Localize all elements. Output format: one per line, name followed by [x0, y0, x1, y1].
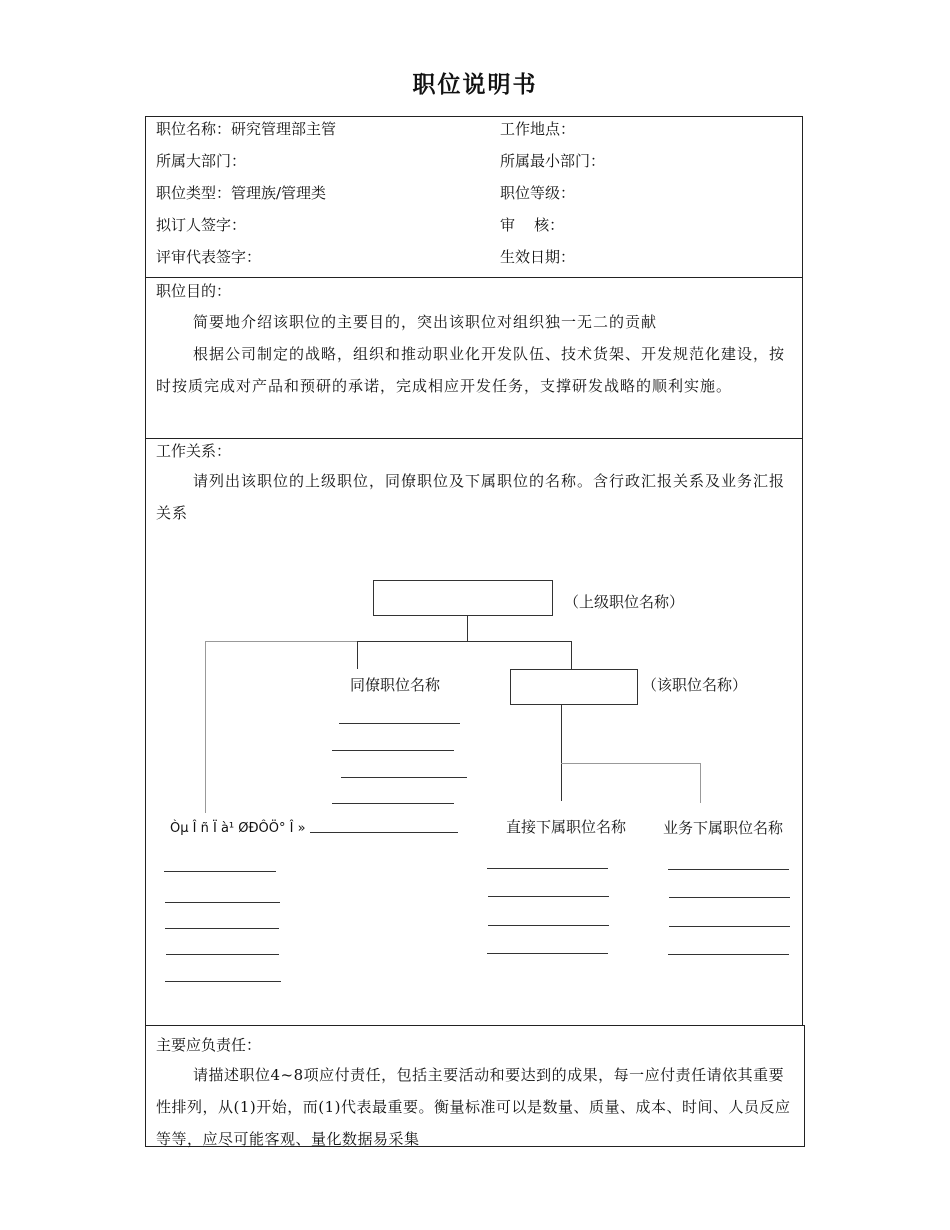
chart-connector: [561, 705, 562, 801]
purpose-hint: 简要地介绍该职位的主要目的，突出该职位对组织独一无二的贡献: [193, 313, 658, 331]
garbled-blank-line: [165, 928, 279, 929]
sub-department-field: 所属最小部门：: [500, 152, 606, 170]
this-position-label: （该职位名称）: [642, 676, 748, 694]
chart-connector: [205, 641, 357, 642]
direct-sub-blank-line: [487, 868, 608, 869]
peer-blank-line: [341, 777, 467, 778]
this-position-box: [510, 669, 638, 705]
responsibilities-body: 请描述职位4~8项应付责任，包括主要活动和要达到的成果，每一应付责任请依其重要性排列，从(1)开始，而(1)代表最重要。衡量标准可以是数量、质量、成本、时间、人员反应等等，应尽可能客观、量化数据易采集: [156, 1066, 791, 1148]
position-type-field: 职位类型：管理族/管理类: [156, 184, 327, 202]
position-name-field: 职位名称：研究管理部主管: [156, 120, 337, 138]
superior-position-box: [373, 580, 553, 616]
garbled-blank-line: [166, 954, 279, 955]
peer-blank-line: [332, 803, 454, 804]
purpose-heading: 职位目的：: [156, 282, 232, 300]
purpose-body: 根据公司制定的战略，组织和推动职业化开发队伍、技术货架、开发规范化建设，按时按质完成对产品和预研的承诺，完成相应开发任务，支撑研发战略的顺利实施。: [156, 345, 786, 395]
relations-hint: 请列出该职位的上级职位，同僚职位及下属职位的名称。含行政汇报关系及业务汇报关系: [156, 472, 786, 522]
peer-blank-line: [339, 723, 460, 724]
direct-sub-blank-line: [488, 896, 609, 897]
chart-connector: [561, 763, 700, 764]
drafter-sign-field: 拟订人签字：: [156, 216, 247, 234]
position-level-field: 职位等级：: [500, 184, 576, 202]
direct-sub-blank-line: [488, 925, 609, 926]
chart-connector: [357, 641, 358, 669]
chart-connector: [357, 641, 571, 642]
peer-blank-line: [310, 832, 458, 833]
chart-connector: [205, 641, 206, 813]
peer-blank-line: [332, 750, 454, 751]
chart-connector: [571, 641, 572, 669]
effective-date-field: 生效日期：: [500, 248, 576, 266]
garbled-label: Òµ Î ñ Ï à¹ ØÐÔÖ° Î »: [170, 821, 306, 836]
garbled-blank-line: [165, 981, 281, 982]
business-sub-blank-line: [669, 897, 790, 898]
relations-heading: 工作关系：: [156, 442, 232, 460]
peer-position-label: 同僚职位名称: [350, 676, 441, 694]
review-field: 审 核：: [500, 216, 565, 234]
business-sub-blank-line: [668, 869, 789, 870]
chart-connector: [700, 763, 701, 803]
reviewer-rep-sign-field: 评审代表签字：: [156, 248, 262, 266]
responsibilities-heading: 主要应负责任：: [156, 1036, 262, 1054]
page-title: 职位说明书: [412, 71, 538, 98]
superior-position-label: （上级职位名称）: [564, 593, 685, 611]
chart-connector: [467, 616, 468, 642]
department-field: 所属大部门：: [156, 152, 247, 170]
garbled-blank-line: [165, 902, 280, 903]
business-sub-blank-line: [668, 954, 789, 955]
business-subordinate-label: 业务下属职位名称: [663, 819, 784, 837]
business-sub-blank-line: [669, 926, 790, 927]
garbled-blank-line: [164, 871, 276, 872]
direct-sub-blank-line: [487, 953, 608, 954]
work-location-field: 工作地点：: [500, 120, 576, 138]
direct-subordinate-label: 直接下属职位名称: [506, 818, 627, 836]
